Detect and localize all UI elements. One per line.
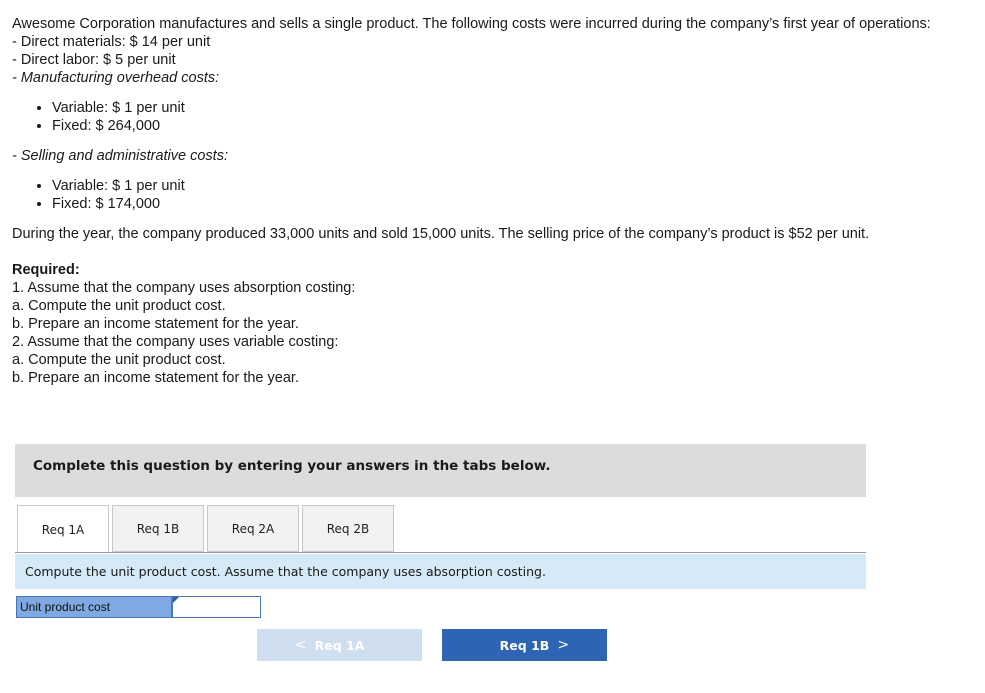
unit-product-cost-input[interactable] bbox=[173, 597, 260, 617]
question-intro: Awesome Corporation manufactures and sells a single product. The following costs were incurred during the company’s first year of operations: bbox=[12, 16, 931, 32]
tab-divider bbox=[15, 552, 866, 553]
required-line: a. Compute the unit product cost. bbox=[12, 298, 226, 314]
answer-row bbox=[16, 596, 261, 618]
required-line: 2. Assume that the company uses variable costing: bbox=[12, 334, 339, 350]
prev-button[interactable] bbox=[257, 629, 422, 661]
mfg-overhead-heading: - Manufacturing overhead costs: bbox=[12, 70, 220, 86]
required-line: b. Prepare an income statement for the year. bbox=[12, 316, 299, 332]
direct-labor-line: - Direct labor: $ 5 per unit bbox=[12, 52, 176, 68]
panel-prompt: Compute the unit product cost. Assume that the company uses absorption costing. bbox=[15, 554, 866, 589]
chevron-right-icon: > bbox=[557, 637, 570, 653]
production-text: During the year, the company produced 33,000 units and sold 15,000 units. The selling price of the company’s product is $52 per unit. bbox=[12, 226, 870, 242]
tab-req-2b[interactable]: Req 2B bbox=[302, 505, 394, 552]
mfg-overhead-variable: • Variable: $ 1 per unit bbox=[52, 99, 962, 117]
instructions-banner: Complete this question by entering your answers in the tabs below. bbox=[15, 444, 866, 497]
input-corner-marker bbox=[173, 597, 179, 603]
direct-materials-line: - Direct materials: $ 14 per unit bbox=[12, 34, 211, 50]
required-line: b. Prepare an income statement for the year. bbox=[12, 370, 299, 386]
sga-variable: • Variable: $ 1 per unit bbox=[52, 177, 962, 195]
required-line: 1. Assume that the company uses absorption costing: bbox=[12, 280, 356, 296]
next-button[interactable] bbox=[442, 629, 607, 661]
requirement-tabs bbox=[17, 505, 397, 552]
prev-button-label: Req 1A bbox=[314, 637, 365, 653]
unit-product-cost-field[interactable] bbox=[172, 596, 261, 618]
next-button-label: Req 1B bbox=[499, 637, 550, 653]
chevron-left-icon: < bbox=[294, 637, 307, 653]
mfg-overhead-list bbox=[12, 99, 962, 135]
question-text bbox=[12, 15, 962, 387]
sga-list bbox=[12, 177, 962, 213]
tab-req-1b[interactable]: Req 1B bbox=[112, 505, 204, 552]
unit-product-cost-label: Unit product cost bbox=[16, 596, 172, 618]
tab-req-1a[interactable]: Req 1A bbox=[17, 505, 109, 553]
required-heading: Required: bbox=[12, 262, 80, 278]
tab-req-2a[interactable]: Req 2A bbox=[207, 505, 299, 552]
mfg-overhead-fixed: • Fixed: $ 264,000 bbox=[52, 117, 962, 135]
required-line: a. Compute the unit product cost. bbox=[12, 352, 226, 368]
sga-heading: - Selling and administrative costs: bbox=[12, 148, 228, 164]
sga-fixed: • Fixed: $ 174,000 bbox=[52, 195, 962, 213]
